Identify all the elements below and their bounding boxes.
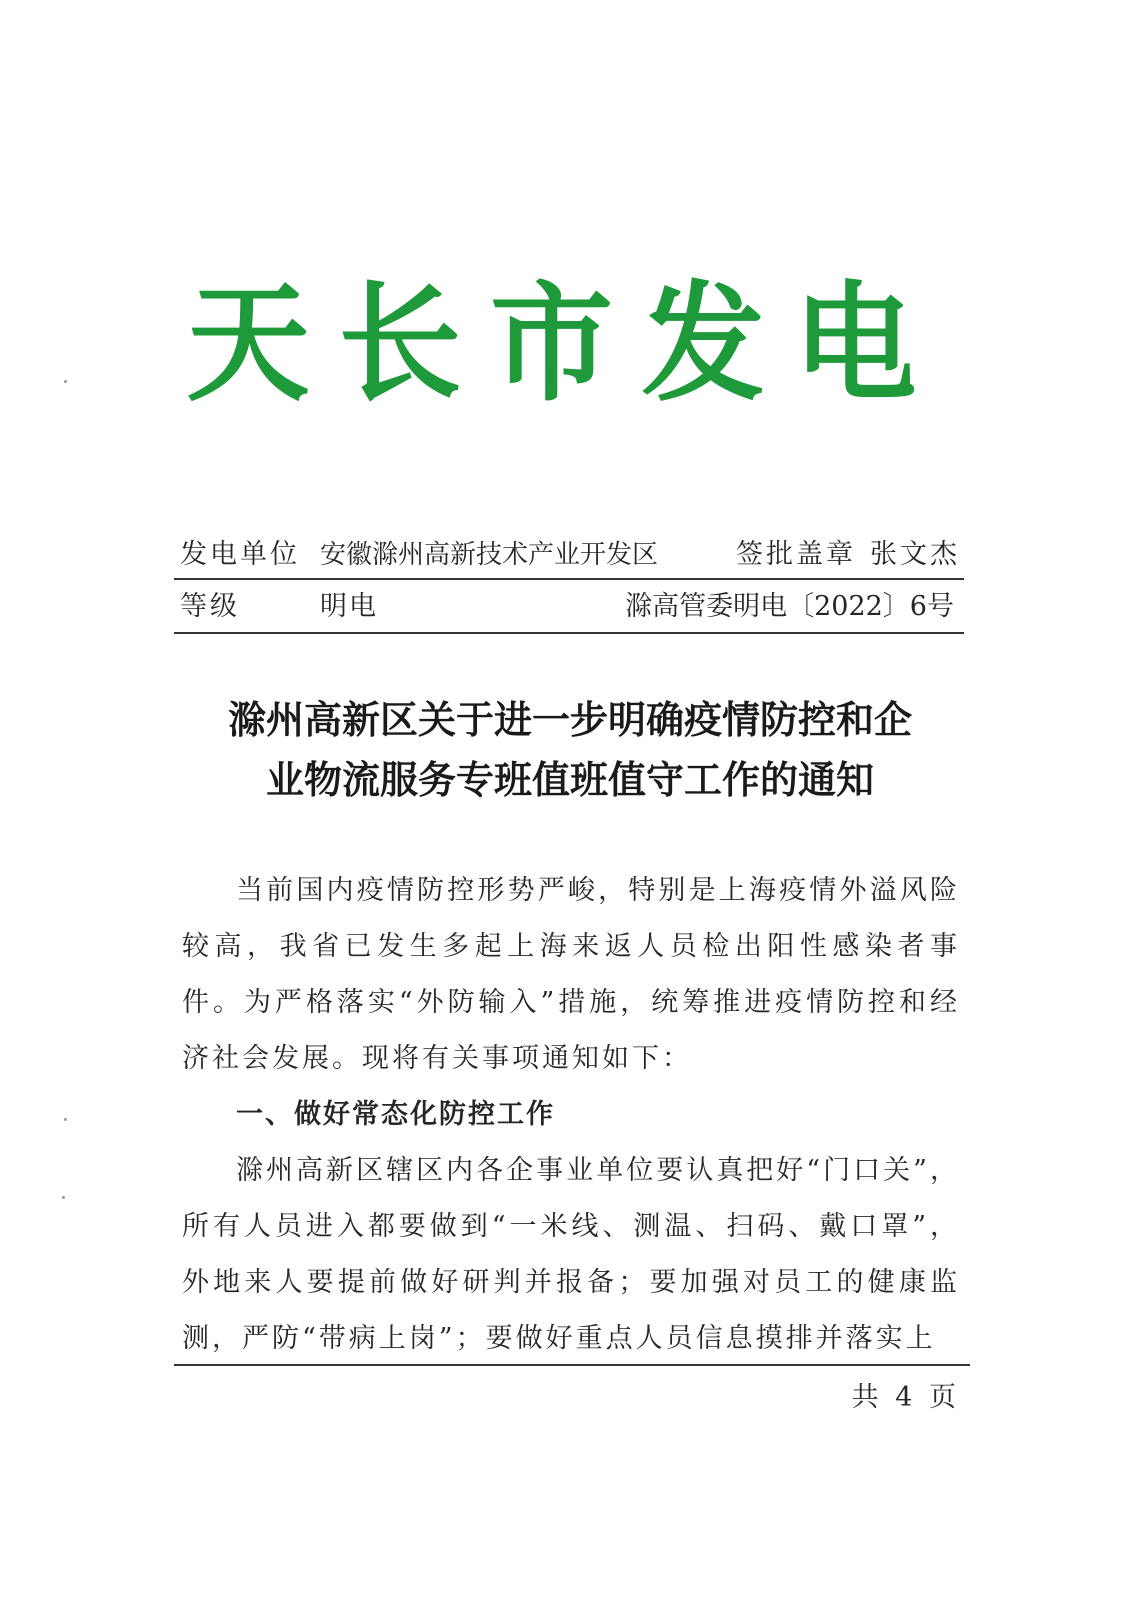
body-paragraph-2: 滁州高新区辖区内各企事业单位要认真把好“门口关”，所有人员进入都要做到“一米线、测温、扫码、戴口罩”，外地来人要提前做好研判并报备；要加强对员工的健康监测，严防“带病上岗”；要做好重点人员信息摸排并落实上 [182, 1155, 960, 1354]
signer-label: 签批盖章 [736, 539, 856, 570]
header-divider-1 [174, 578, 964, 580]
masthead-title: 天长市发电 [186, 270, 946, 419]
footer-divider [174, 1364, 970, 1366]
level-value: 明电 [320, 591, 378, 622]
document-number: 滁高管委明电〔2022〕6号 [625, 591, 954, 622]
level-label: 等级 [180, 591, 240, 622]
scan-speck [62, 1196, 65, 1199]
issuer-label: 发电单位 [180, 539, 300, 570]
document-body [182, 863, 960, 1367]
section-heading-1: 一、做好常态化防控工作 [236, 1099, 555, 1130]
signer-value: 张文杰 [870, 539, 960, 570]
title-line-2: 业物流服务专班值班值守工作的通知 [265, 758, 874, 802]
document-title [170, 690, 970, 810]
title-line-1: 滁州高新区关于进一步明确疫情防控和企 [227, 698, 912, 742]
scan-speck [64, 1118, 67, 1121]
header-divider-2 [174, 632, 964, 634]
issuer-value: 安徽滁州高新技术产业开发区 [320, 540, 659, 570]
page-total: 共 4 页 [851, 1382, 960, 1413]
body-paragraph-1: 当前国内疫情防控形势严峻，特别是上海疫情外溢风险较高，我省已发生多起上海来返人员检出阳性感染者事件。为严格落实“外防输入”措施，统筹推进疫情防控和经济社会发展。现将有关事项通知如下： [182, 875, 960, 1074]
scan-speck [64, 380, 67, 383]
issuer-row [174, 530, 964, 580]
level-row [174, 582, 964, 632]
